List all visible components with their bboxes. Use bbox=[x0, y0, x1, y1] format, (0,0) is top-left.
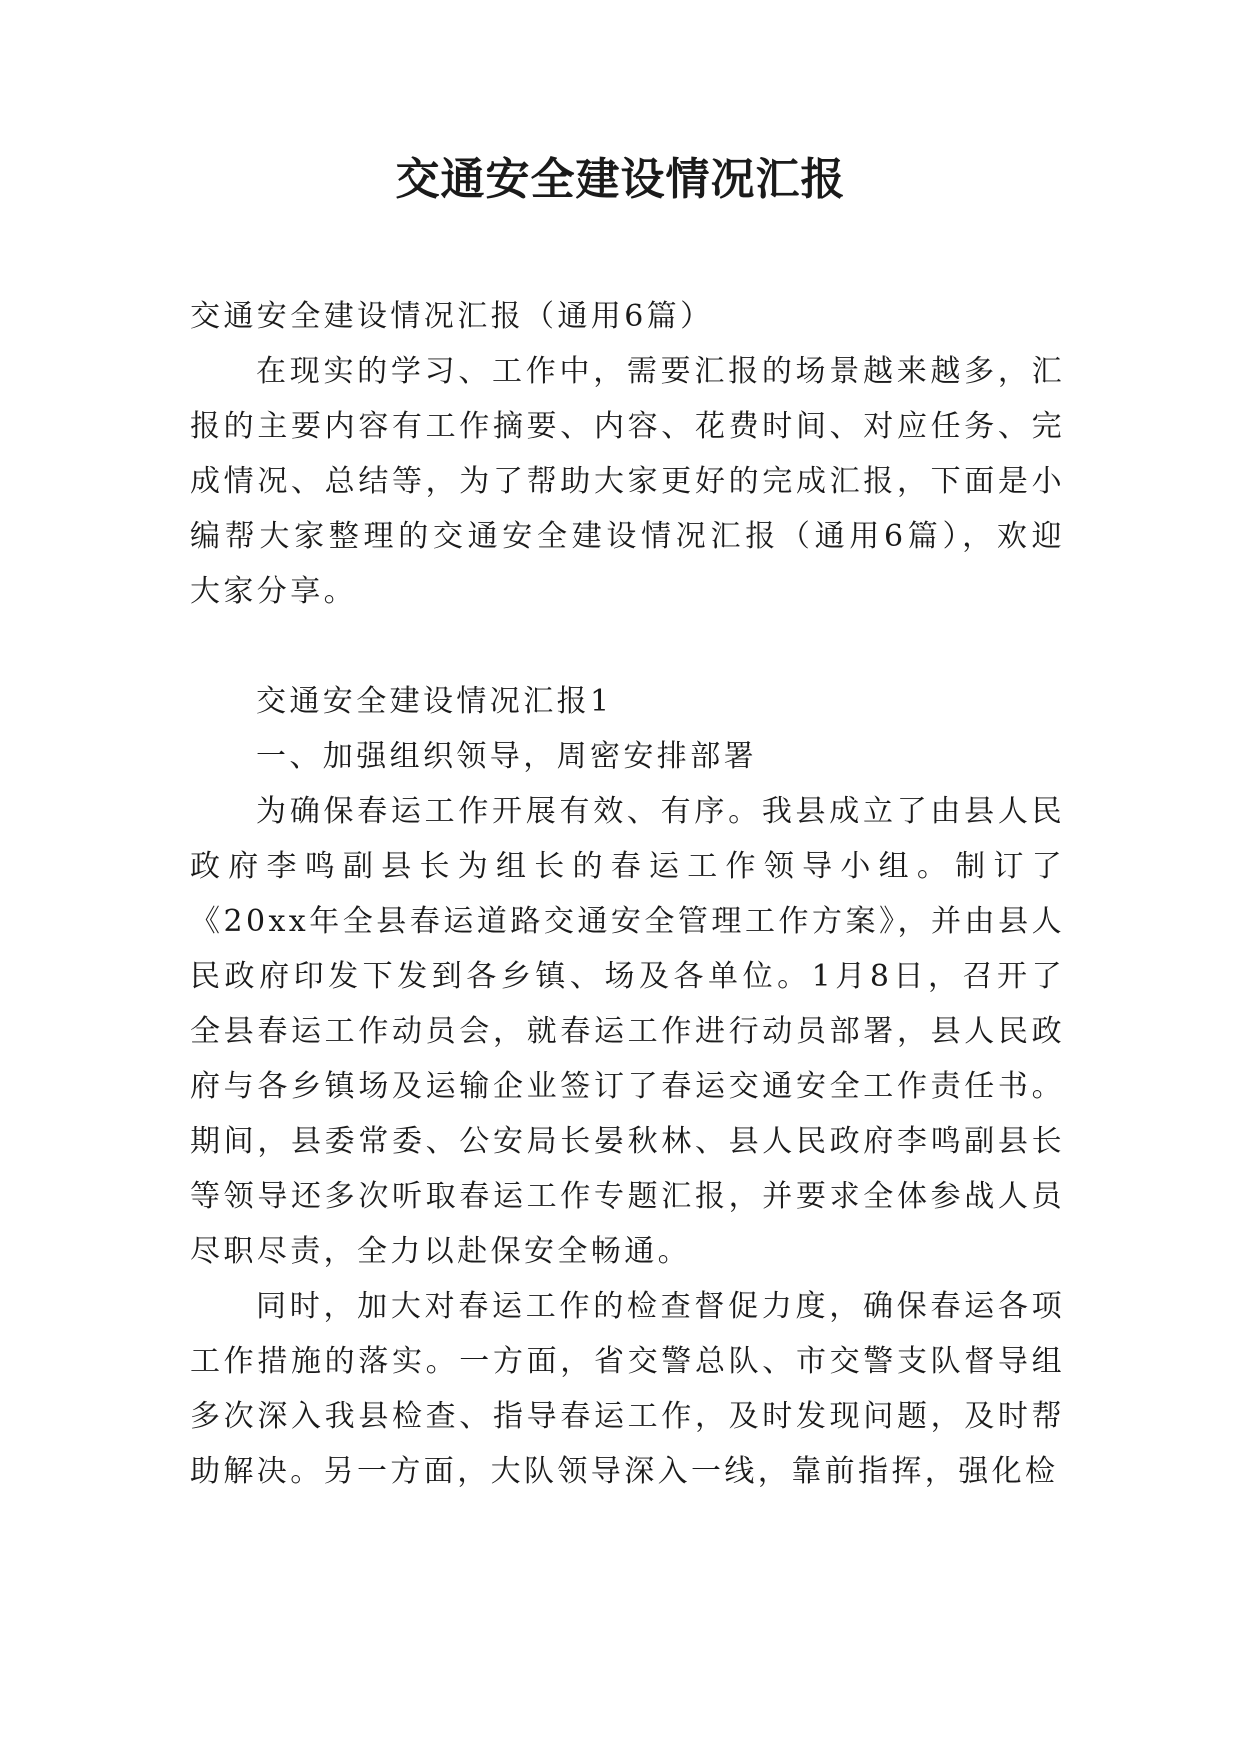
body-paragraph-1: 为确保春运工作开展有效、有序。我县成立了由县人民政府李鸣副县长为组长的春运工作领导小组。制订了《20xx年全县春运道路交通安全管理工作方案》，并由县人民政府印发下发到各乡镇、场及各单位。1月8日，召开了全县春运工作动员会，就春运工作进行动员部署，县人民政府与各乡镇场及运输企业签订了春运交通安全工作责任书。期间，县委常委、公安局长晏秋林、县人民政府李鸣副县长等领导还多次听取春运工作专题汇报，并要求全体参战人员尽职尽责，全力以赴保安全畅通。 bbox=[190, 794, 1065, 1269]
document-title: 交通安全建设情况汇报 bbox=[395, 154, 846, 205]
document-subtitle: 交通安全建设情况汇报（通用6篇） bbox=[190, 299, 714, 334]
section-heading: 交通安全建设情况汇报1 bbox=[256, 684, 613, 719]
intro-paragraph: 在现实的学习、工作中，需要汇报的场景越来越多，汇报的主要内容有工作摘要、内容、花费时间、对应任务、完成情况、总结等，为了帮助大家更好的完成汇报，下面是小编帮大家整理的交通安全建设情况汇报（通用6篇），欢迎大家分享。 bbox=[190, 354, 1065, 609]
subheading: 一、加强组织领导，周密安排部署 bbox=[256, 739, 757, 774]
document-body bbox=[190, 289, 1065, 1499]
body-paragraph-2: 同时，加大对春运工作的检查督促力度，确保春运各项工作措施的落实。一方面，省交警总队、市交警支队督导组多次深入我县检查、指导春运工作，及时发现问题，及时帮助解决。另一方面，大队领导深入一线，靠前指挥，强化检 bbox=[190, 1289, 1065, 1489]
section-spacer bbox=[190, 619, 1065, 674]
